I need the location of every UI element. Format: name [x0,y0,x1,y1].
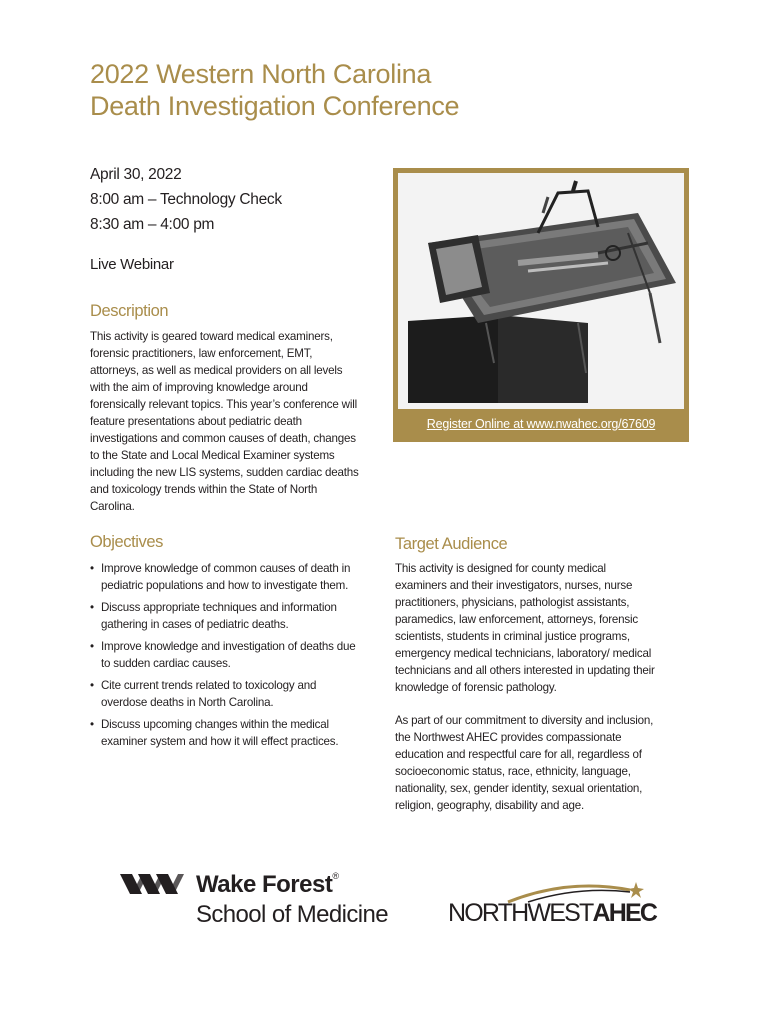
wake-forest-name [196,871,338,899]
objective-line: Improve knowledge and investigation of deaths due [101,640,356,653]
wake-forest-mark-icon [118,870,192,900]
northwest-ahec-wordmark [448,899,656,928]
event-date: April 30, 2022 [90,166,182,183]
audience-line: examiners and their investigators, nurses, nurse [395,579,633,592]
description-line: forensically relevant topics. This year’s conference will [90,398,357,411]
list-item [90,677,375,711]
list-item [90,599,375,633]
diversity-line: As part of our commitment to diversity and inclusion, [395,714,654,727]
wake-forest-logo [118,868,428,932]
objective-line: to sudden cardiac causes. [101,657,231,670]
description-line: investigations and common causes of death, changes [90,432,356,445]
northwest-text: NORTHWEST [448,899,593,927]
diversity-line: nationality, sex, gender identity, sexual orientation, [395,782,643,795]
page-title [90,58,590,122]
event-schedule [90,162,282,237]
event-time-check: 8:00 am – Technology Check [90,191,282,208]
description-line: feature presentations about pediatric death [90,415,302,428]
event-format: Live Webinar [90,256,174,273]
wake-forest-school: School of Medicine [196,901,388,928]
objective-line: examiner system and how it will effect practices. [101,735,339,748]
description-line: to the State and Local Medical Examiner systems [90,449,335,462]
audience-line: paramedics, law enforcement, attorneys, forensic [395,613,639,626]
objective-line: overdose deaths in North Carolina. [101,696,274,709]
bullet-icon: • [90,640,94,653]
bullet-icon: • [90,601,94,614]
description-line: and toxicology trends within the State of North [90,483,318,496]
audience-line: scientists, students in criminal justice programs, [395,630,630,643]
audience-paragraph-2 [395,712,685,814]
autopsy-table-photo [398,173,684,409]
objective-line: Discuss upcoming changes within the medical [101,718,329,731]
objectives-heading: Objectives [90,533,164,551]
description-line: attorneys, as well as medical providers on all levels [90,364,343,377]
bullet-icon: • [90,562,94,575]
diversity-line: socioeconomic status, race, ethnicity, language, [395,765,631,778]
objective-line: gathering in cases of pediatric deaths. [101,618,289,631]
list-item [90,716,375,750]
description-heading: Description [90,302,169,320]
diversity-line: education and respectful care for all, regardless of [395,748,642,761]
description-line: This activity is geared toward medical examiners, [90,330,333,343]
audience-paragraph-1 [395,560,685,696]
diversity-line: the Northwest AHEC provides compassionate [395,731,622,744]
audience-line: practitioners, physicians, pathologist assistants, [395,596,630,609]
list-item [90,560,375,594]
event-time-main: 8:30 am – 4:00 pm [90,216,215,233]
objective-line: Discuss appropriate techniques and information [101,601,337,614]
northwest-ahec-logo [448,880,657,930]
autopsy-table-illustration [398,173,684,409]
registered-mark: ® [332,871,339,881]
audience-line: technicians and all others interested in updating their [395,664,655,677]
diversity-line: religion, geography, disability and age. [395,799,585,812]
audience-line: This activity is designed for county medical [395,562,606,575]
description-line: with the aim of improving knowledge around [90,381,308,394]
description-line: including the new LIS systems, sudden cardiac deaths [90,466,359,479]
target-audience-heading: Target Audience [395,535,508,553]
objective-line: pediatric populations and how to investigate them. [101,579,349,592]
description-line: forensic practitioners, law enforcement, EMT, [90,347,313,360]
audience-line: knowledge of forensic pathology. [395,681,557,694]
audience-line: emergency medical technicians, laboratory/ medical [395,647,652,660]
objective-line: Improve knowledge of common causes of death in [101,562,351,575]
wake-forest-name-text: Wake Forest [196,871,333,898]
objectives-list [90,560,375,755]
title-line-1: 2022 Western North Carolina [90,59,432,89]
register-online-link[interactable]: Register Online at www.nwahec.org/67609 [426,417,656,431]
description-line: Carolina. [90,500,135,513]
ahec-text: AHEC [592,899,657,927]
bullet-icon: • [90,679,94,692]
list-item [90,638,375,672]
title-line-2: Death Investigation Conference [90,91,460,121]
bullet-icon: • [90,718,94,731]
photo-card [393,168,689,442]
objective-line: Cite current trends related to toxicology and [101,679,317,692]
description-text [90,328,380,515]
